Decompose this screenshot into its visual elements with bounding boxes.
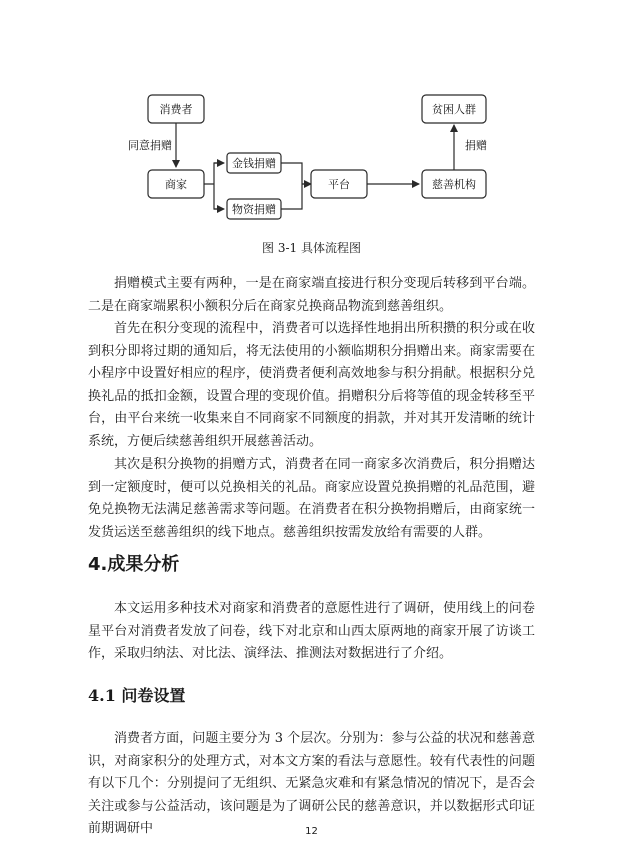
body-paragraph-1: 捐赠模式主要有两种，一是在商家端直接进行积分变现后转移到平台端。二是在商家端累积小额积分后在商家兑换商品物流到慈善组织。 <box>88 276 535 314</box>
node-money-donation <box>227 153 281 173</box>
node-charity <box>422 170 486 198</box>
body-paragraph-3: 其次是积分换物的捐赠方式，消费者在同一商家多次消费后，积分捐赠达到一定额度时，便可以兑换相关的礼品。商家应设置兑换捐赠的礼品范围，避免兑换物无法满足慈善需求等问题。在消费者在积分换物捐赠后，由商家统一发货运送至慈善组织的线下地点。慈善组织按需发放给有需要的人群。 <box>88 457 535 540</box>
flow-diagram <box>0 0 623 260</box>
page-number: 12 <box>305 826 318 837</box>
svg-text:消费者: 消费者 <box>159 103 193 116</box>
node-platform <box>311 170 367 198</box>
section-paragraph: 本文运用多种技术对商家和消费者的意愿性进行了调研，使用线上的问卷星平台对消费者发放了问卷，线下对北京和山西太原两地的商家开展了访谈工作，采取归纳法、对比法、演绎法、推测法对数据进行了介绍。 <box>88 601 535 662</box>
node-consumer <box>148 95 204 123</box>
edge-label-donate: 捐赠 <box>465 139 487 152</box>
subsection-heading: 4.1 问卷设置 <box>88 686 186 705</box>
subsection-paragraph: 消费者方面，问题主要分为 3 个层次。分别为：参与公益的状况和慈善意识，对商家积分的处理方式，对本文方案的看法与意愿性。较有代表性的问题有以下几个：分别提问了无组织、无紧急灾难和有紧急情况的情况下，是否会关注或参与公益活动，该问题是为了调研公民的慈善意识，并以数据形式印证前期调研中 <box>88 731 535 837</box>
node-poor <box>422 95 486 123</box>
node-merchant <box>148 170 204 198</box>
svg-text:物资捐赠: 物资捐赠 <box>232 203 276 216</box>
edge-label-agree: 同意捐赠 <box>128 139 172 152</box>
body-paragraph-2: 首先在积分变现的流程中，消费者可以选择性地捐出所积攒的积分或在收到积分即将过期的通知后，将无法使用的小额临期积分捐赠出来。商家需要在小程序中设置好相应的程序，使消费者便利高效地参与积分捐献。根据积分兑换礼品的抵扣金额，设置合理的变现价值。捐赠积分后将等值的现金转移至平台，由平台来统一收集来自不同商家不同额度的捐款，并对其开发清晰的统计系统，方便后续慈善组织开展慈善活动。 <box>88 321 535 449</box>
svg-text:商家: 商家 <box>165 178 187 191</box>
svg-text:贫困人群: 贫困人群 <box>432 103 476 116</box>
node-goods-donation <box>227 199 281 219</box>
edge-merchant-split <box>204 163 220 209</box>
section-heading: 4.成果分析 <box>88 554 180 575</box>
svg-text:平台: 平台 <box>328 178 350 191</box>
svg-text:金钱捐赠: 金钱捐赠 <box>232 157 276 170</box>
figure-caption: 图 3-1 具体流程图 <box>262 241 361 255</box>
svg-text:慈善机构: 慈善机构 <box>432 178 476 191</box>
edge-merge-platform <box>281 163 308 209</box>
